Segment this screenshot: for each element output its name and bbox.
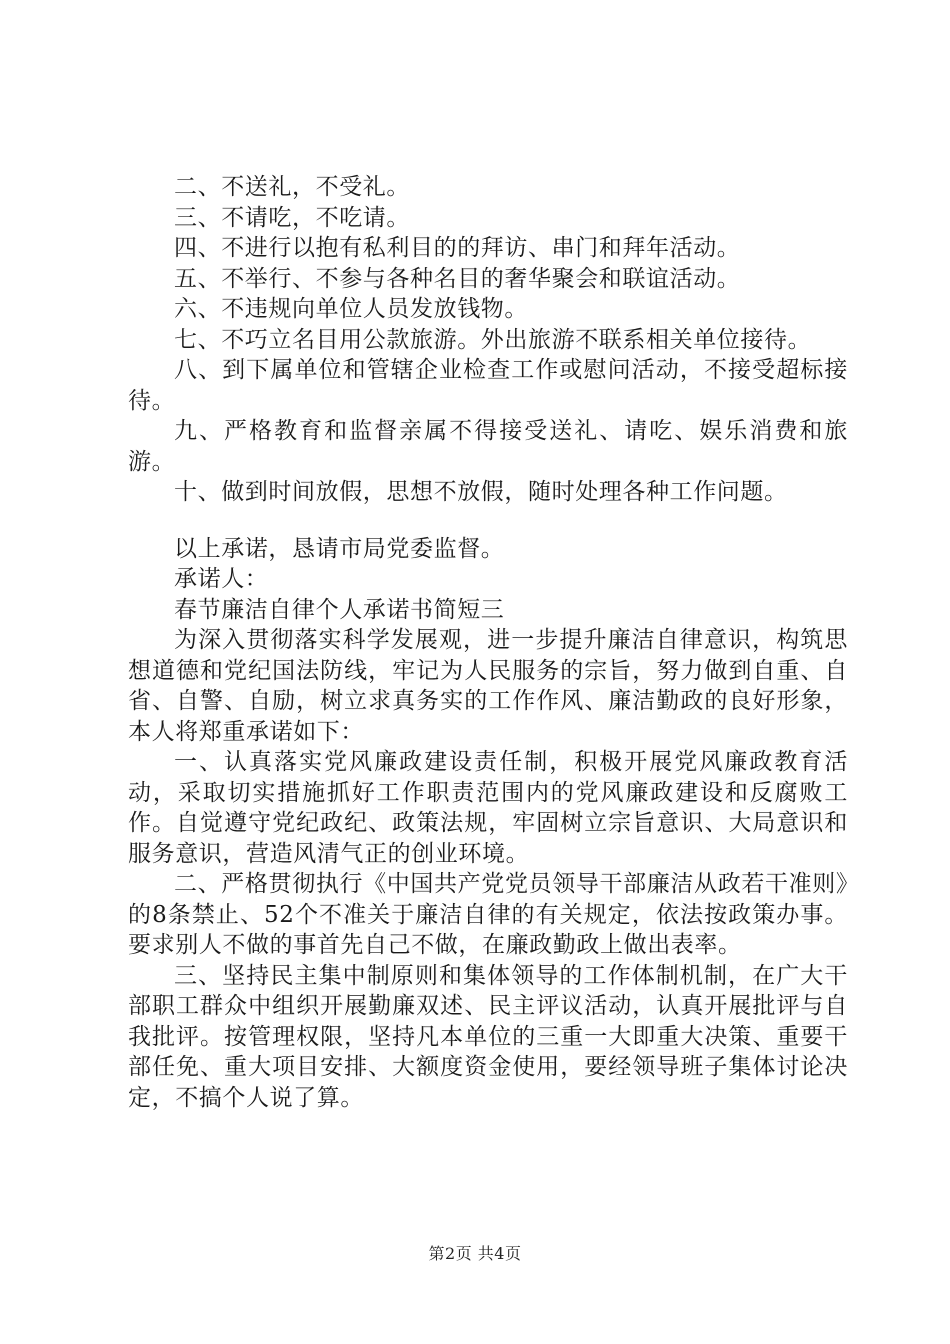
paragraph: 三、坚持民主集中制原则和集体领导的工作体制机制，在广大干部职工群众中组织开展勤廉双述、民主评议活动，认真开展批评与自我批评。按管理权限，坚持凡本单位的三重一大即重大决策、重要干部任免、重大项目安排、大额度资金使用，要经领导班子集体讨论决定，不搞个人说了算。 [128, 962, 848, 1111]
paragraph: 一、认真落实党风廉政建设责任制，积极开展党风廉政教育活动，采取切实措施抓好工作职责范围内的党风廉政建设和反腐败工作。自觉遵守党纪政纪、政策法规，牢固树立宗旨意识、大局意识和服务意识，营造风清气正的创业环境。 [128, 749, 848, 867]
paragraph: 六、不违规向单位人员发放钱物。 [174, 296, 528, 322]
paragraph: 十、做到时间放假，思想不放假，随时处理各种工作问题。 [174, 479, 788, 505]
paragraph: 四、不进行以抱有私利目的的拜访、串门和拜年活动。 [174, 235, 741, 261]
page-number: 第2页 共4页 [428, 1244, 522, 1263]
signer-line: 承诺人： [174, 566, 269, 592]
section-title: 春节廉洁自律个人承诺书简短三 [174, 596, 505, 623]
paragraph: 八、到下属单位和管辖企业检查工作或慰问活动，不接受超标接待。 [128, 357, 848, 414]
paragraph: 九、严格教育和监督亲属不得接受送礼、请吃、娱乐消费和旅游。 [128, 418, 848, 475]
document-body [128, 172, 848, 1113]
paragraph: 二、不送礼，不受礼。 [174, 174, 410, 200]
paragraph: 为深入贯彻落实科学发展观，进一步提升廉洁自律意识，构筑思想道德和党纪国法防线，牢记为人民服务的宗旨，努力做到自重、自省、自警、自励，树立求真务实的工作作风、廉洁勤政的良好形象，本人将郑重承诺如下： [128, 627, 848, 745]
paragraph: 二、严格贯彻执行《中国共产党党员领导干部廉洁从政若干准则》的8条禁止、52个不准关于廉洁自律的有关规定，依法按政策办事。要求别人不做的事首先自己不做，在廉政勤政上做出表率。 [128, 871, 848, 958]
paragraph: 五、不举行、不参与各种名目的奢华聚会和联谊活动。 [174, 265, 741, 292]
paragraph: 三、不请吃，不吃请。 [174, 204, 410, 231]
page-footer [0, 1244, 950, 1264]
paragraph: 七、不巧立名目用公款旅游。外出旅游不联系相关单位接待。 [174, 326, 812, 353]
paragraph: 以上承诺，恳请市局党委监督。 [174, 535, 505, 562]
